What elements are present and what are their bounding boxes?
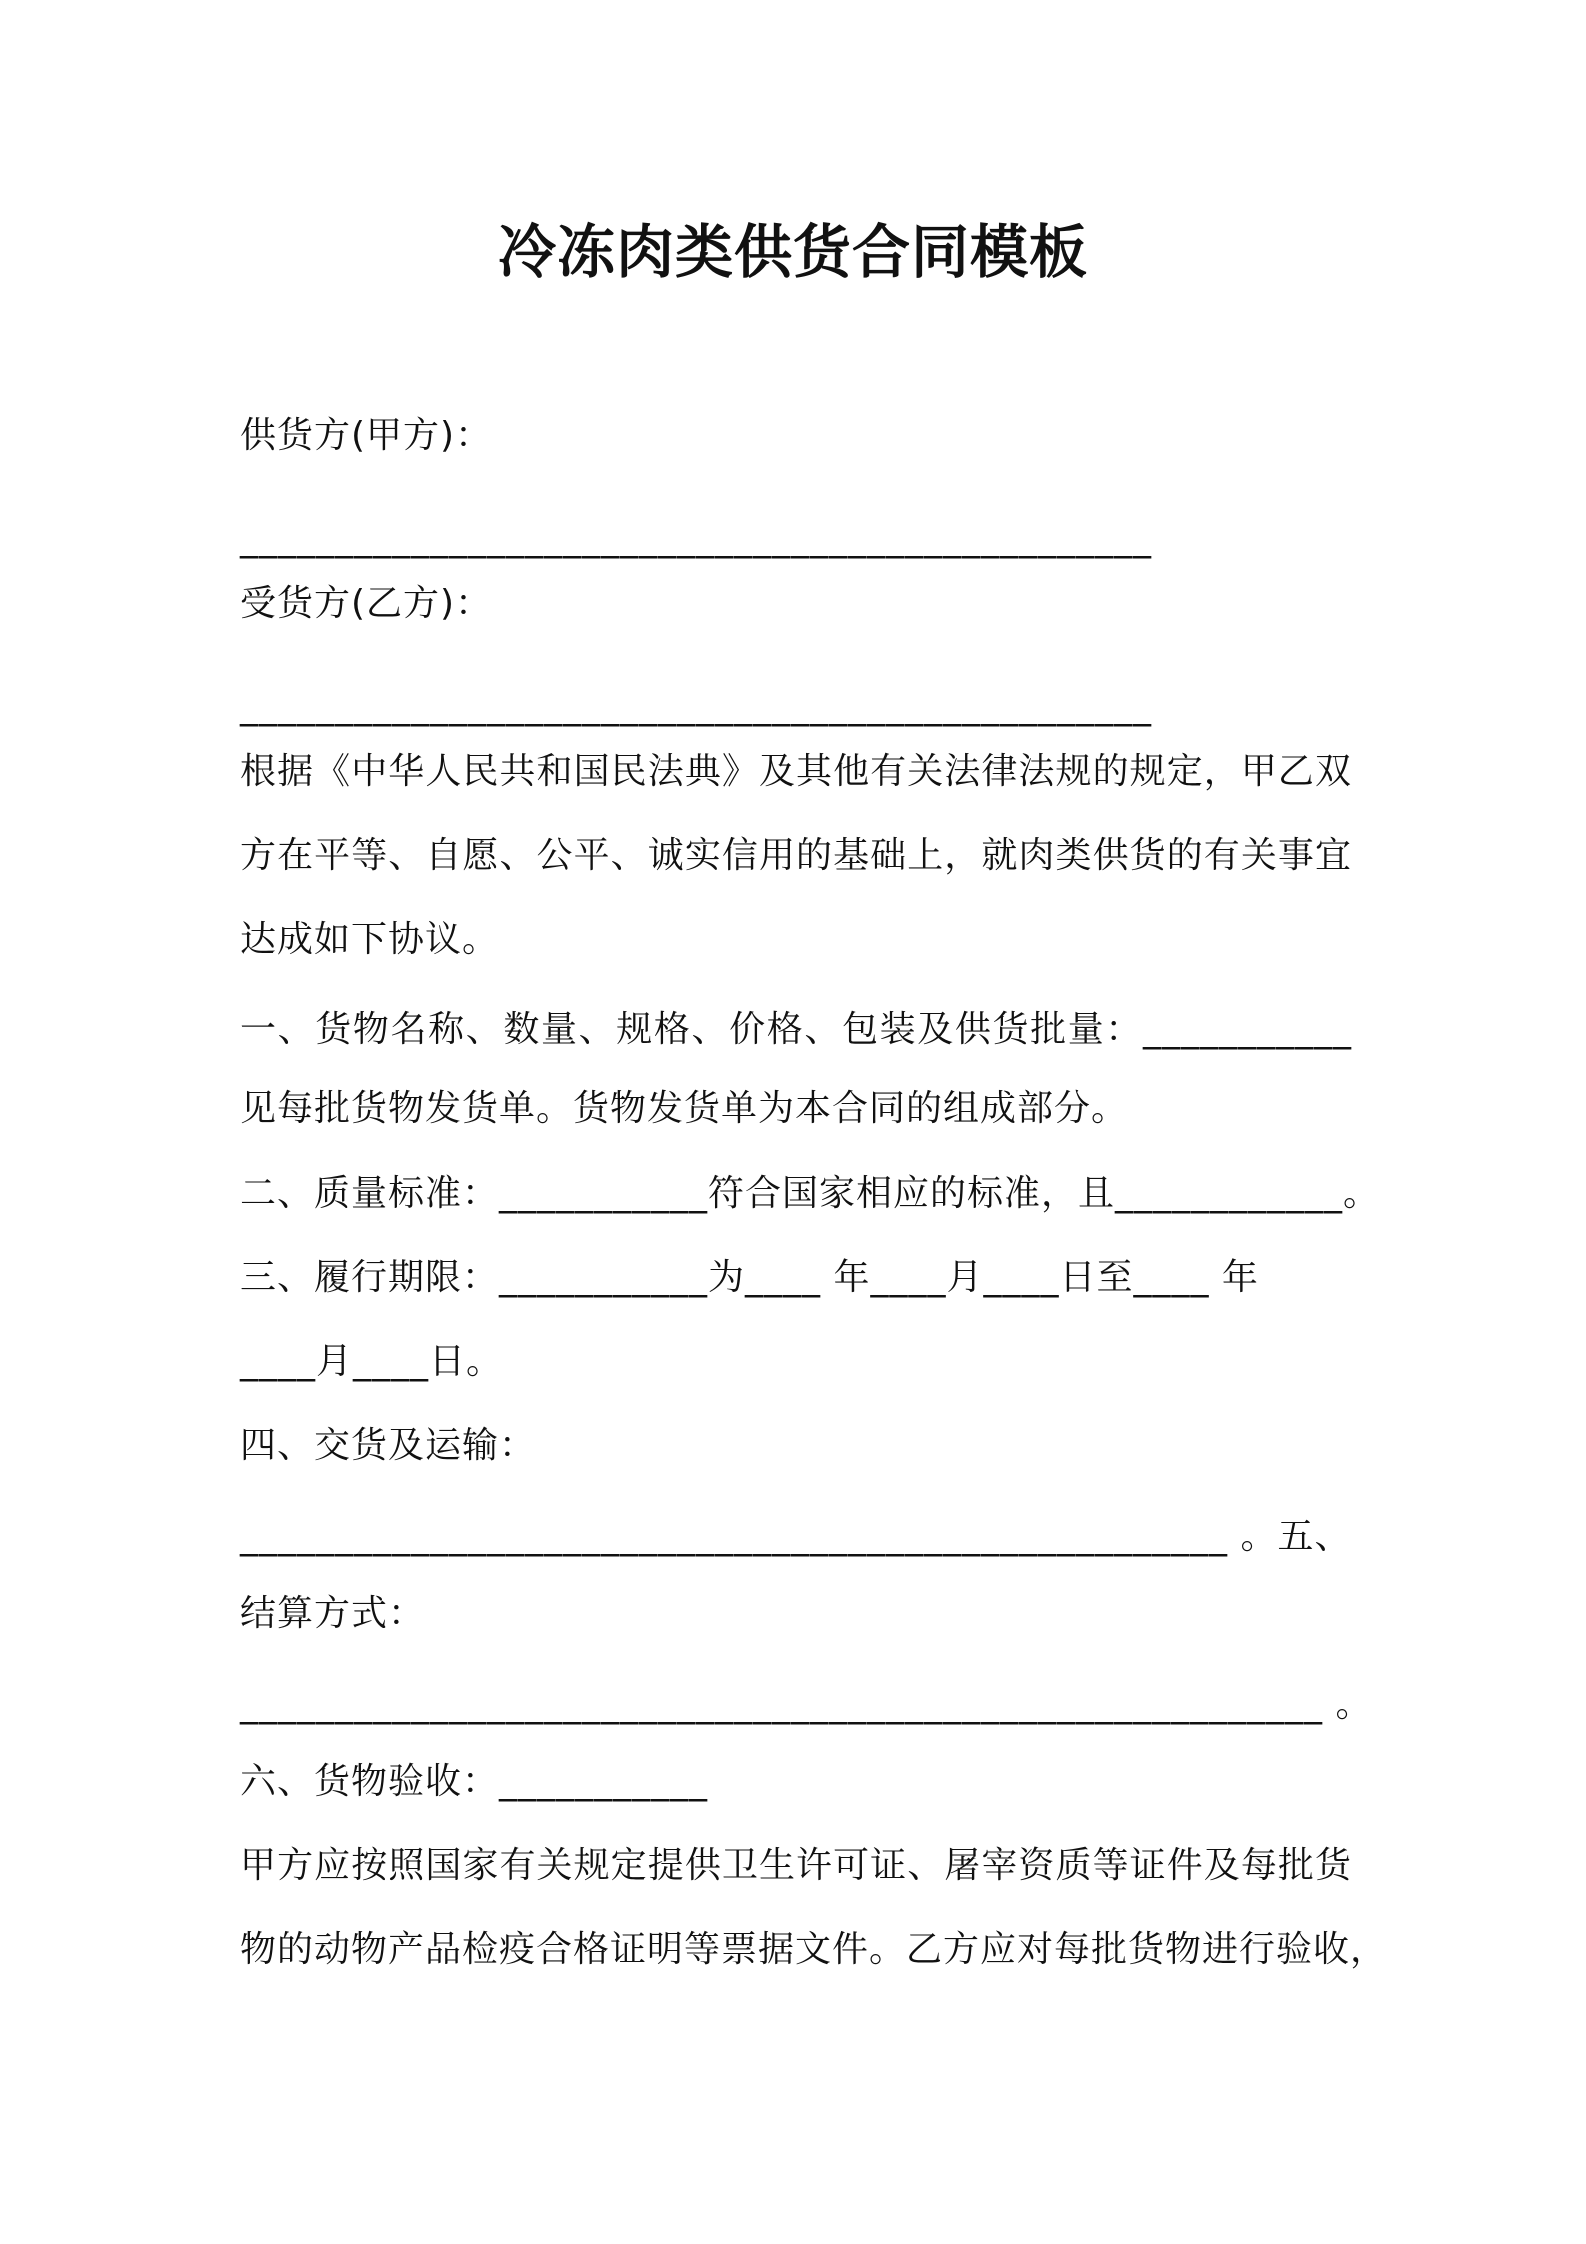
clause-6-line-2: 物的动物产品检疫合格证明等票据文件。乙方应对每批货物进行验收， [240, 1929, 1388, 1970]
clause-4-label: 四、交货及运输： [240, 1425, 537, 1466]
document-title: 冷冻肉类供货合同模板 [497, 218, 1088, 286]
clause-5-blank: _________________________________________________________ 。 [240, 1684, 1373, 1725]
clause-3-line-1: 三、履行期限：___________为____ 年____月____日至____ 年 [240, 1257, 1259, 1298]
preamble-line-1: 根据《中华人民共和国民法典》及其他有关法律法规的规定，甲乙双 [240, 751, 1352, 792]
clause-6-line-1: 甲方应按照国家有关规定提供卫生许可证、屠宰资质等证件及每批货 [240, 1845, 1352, 1886]
clause-3-line-2: ____月____日。 [240, 1341, 504, 1382]
clause-4-blank: ____________________________________________________ 。五、 [240, 1516, 1352, 1557]
clause-5-label: 结算方式： [240, 1593, 426, 1634]
preamble-line-3: 达成如下协议。 [240, 919, 500, 960]
clause-2-line: 二、质量标准：___________符合国家相应的标准，且____________。 [240, 1173, 1381, 1214]
preamble-line-2: 方在平等、自愿、公平、诚实信用的基础上，就肉类供货的有关事宜 [240, 835, 1352, 876]
receiver-label: 受货方(乙方)： [240, 583, 493, 624]
supplier-label: 供货方(甲方)： [240, 415, 493, 456]
clause-6-label: 六、货物验收：___________ [240, 1761, 709, 1802]
supplier-blank: ________________________________________________ [240, 518, 1152, 559]
clause-1-line-2: 见每批货物发货单。货物发货单为本合同的组成部分。 [240, 1088, 1129, 1129]
receiver-blank: ________________________________________________ [240, 686, 1152, 727]
clause-1-line-1: 一、货物名称、数量、规格、价格、包装及供货批量：___________ [240, 1009, 1352, 1050]
